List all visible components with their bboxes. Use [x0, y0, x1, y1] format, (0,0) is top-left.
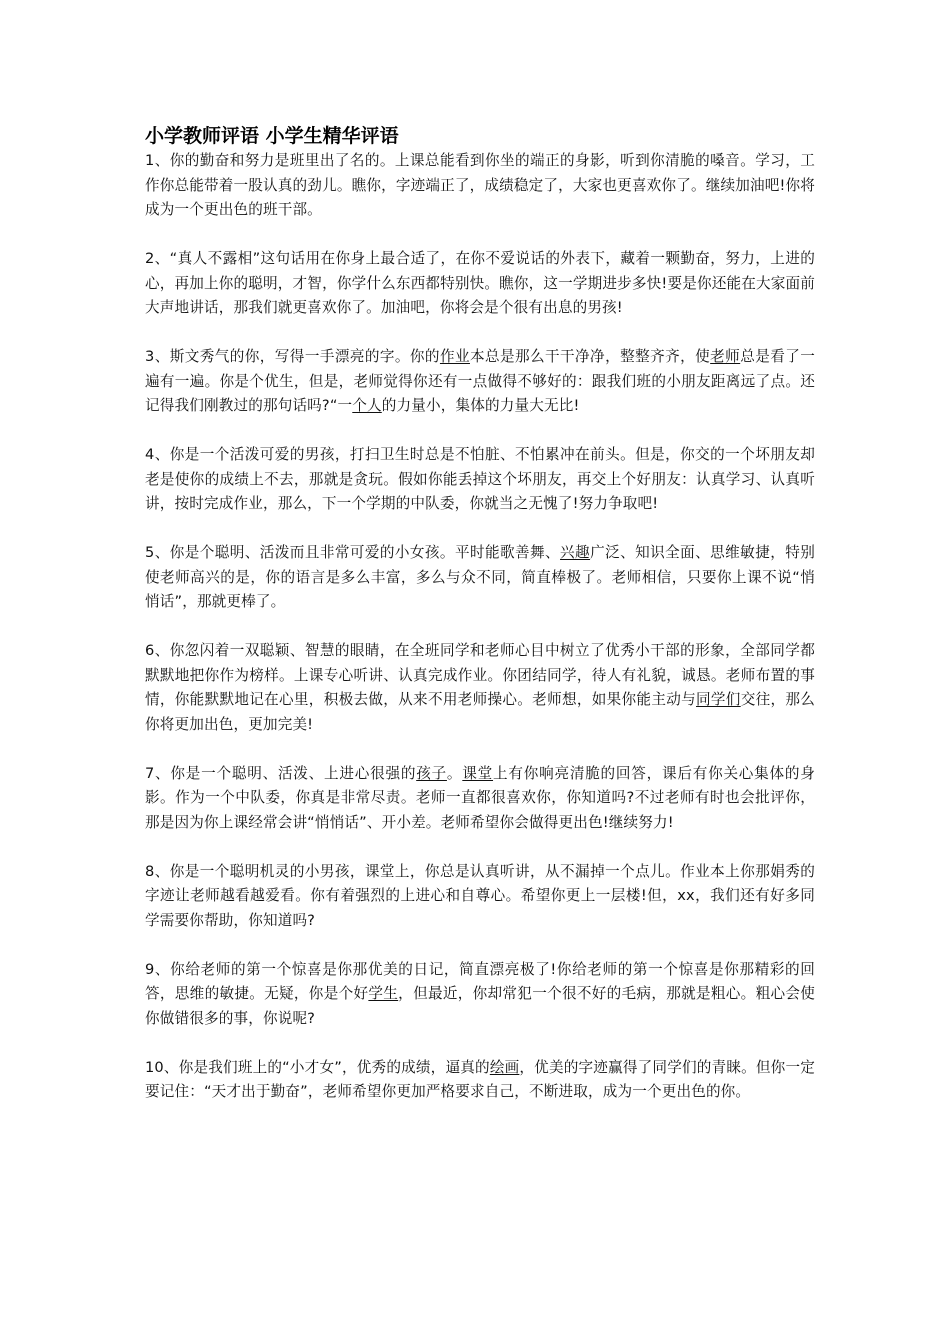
paragraph-text: 9、你给老师的第一个惊喜是你那优美的日记，简直漂亮极了!你给老师的第一个惊喜是你那精彩的回答，思维的敏捷。无疑，你是个好	[145, 960, 815, 1002]
comment-paragraph	[145, 958, 815, 1032]
comment-paragraph	[145, 1056, 815, 1105]
hyperlink-text[interactable]: 学生	[368, 985, 399, 1002]
paragraph-text: 上有你响亮清脆的回答，课后有你关心集体的身影。作为一个中队委，你真是非常尽责。老师一直都很喜欢你，你知道吗?不过老师有时也会批评你，那是因为你上课经常会讲“悄悄话”、开小差。老师希望你会做得更出色!继续努力!	[145, 764, 815, 831]
document-title: 小学教师评语 小学生精华评语	[145, 125, 399, 147]
comment-paragraph	[145, 762, 815, 836]
comment-list	[145, 149, 815, 1105]
hyperlink-text[interactable]: 兴趣	[560, 544, 591, 561]
paragraph-text: 。	[446, 764, 463, 782]
paragraph-text: 5、你是个聪明、活泼而且非常可爱的小女孩。平时能歌善舞、	[145, 544, 561, 561]
paragraph-text: 8、你是一个聪明机灵的小男孩，课堂上，你总是认真听讲，从不漏掉一个点儿。作业本上你那娟秀的字迹让老师越看越爱看。你有着强烈的上进心和自尊心。希望你更上一层楼!但，xx，我们还有好多同学需要你帮助，你知道吗?	[145, 862, 815, 929]
comment-paragraph	[145, 541, 815, 615]
paragraph-text: ，优美的字迹赢得了同学们的青睐。但你一定要记住：“天才出于勤奋”，老师希望你更加严格要求自己，不断进取，成为一个更出色的你。	[145, 1058, 815, 1100]
paragraph-text: 的力量小，集体的力量大无比!	[381, 397, 580, 414]
comment-paragraph	[145, 149, 815, 223]
comment-paragraph	[145, 639, 815, 737]
paragraph-text: 10、你是我们班上的“小才女”，优秀的成绩，逼真的	[145, 1058, 490, 1076]
paragraph-text: 广泛、知识全面、思维敏捷，特别使老师高兴的是，你的语言是多么丰富，多么与众不同，简直棒极了。老师相信，只要你上课不说“悄悄话”，那就更棒了。	[145, 544, 815, 610]
paragraph-text: 1、你的勤奋和努力是班里出了名的。上课总能看到你坐的端正的身影，听到你清脆的嗓音。学习，工作你总能带着一股认真的劲儿。瞧你，字迹端正了，成绩稳定了，大家也更喜欢你了。继续加油吧!你将成为一个更出色的班干部。	[145, 152, 815, 218]
comment-paragraph	[145, 443, 815, 517]
comment-paragraph	[145, 345, 815, 419]
hyperlink-text[interactable]: 个人	[352, 397, 382, 414]
comment-paragraph	[145, 860, 815, 934]
paragraph-text: 4、你是一个活泼可爱的男孩，打扫卫生时总是不怕脏、不怕累冲在前头。但是，你交的一个坏朋友却老是使你的成绩上不去，那就是贪玩。假如你能丢掉这个坏朋友，再交上个好朋友：认真学习、认真听讲，按时完成作业，那么，下一个学期的中队委，你就当之无愧了!努力争取吧!	[145, 446, 815, 512]
paragraph-text: 总是看了一遍有一遍。你是个优生，但是，老师觉得你还有一点做得不够好的：跟我们班的小朋友距离远了点。还记得我们刚教过的那句话吗?“一	[145, 348, 815, 414]
paragraph-text: 7、你是一个聪明、活泼、上进心很强的	[145, 764, 417, 782]
paragraph-text: 2、“真人不露相”这句话用在你身上最合适了，在你不爱说话的外表下，藏着一颗勤奋，努力，上进的心，再加上你的聪明，才智，你学什么东西都特别快。瞧你，这一学期进步多快!要是你还能在大家面前大声地讲话，那我们就更喜欢你了。加油吧，你将会是个很有出息的男孩!	[145, 250, 815, 316]
hyperlink-text[interactable]: 课堂	[462, 764, 494, 782]
paragraph-text: 本总是那么干干净净，整整齐齐，使	[469, 348, 711, 365]
paragraph-text: ，但最近，你却常犯一个很不好的毛病，那就是粗心。粗心会使你做错很多的事，你说呢?	[145, 985, 815, 1027]
document-page	[145, 123, 815, 1129]
comment-paragraph	[145, 247, 815, 321]
paragraph-text: 6、你忽闪着一双聪颖、智慧的眼睛，在全班同学和老师心目中树立了优秀小干部的形象，全部同学都默默地把你作为榜样。上课专心听讲、认真完成作业。你团结同学，待人有礼貌，诚恳。老师布置的事情，你能默默地记在心里，积极去做，从来不用老师操心。老师想，如果你能主动与	[145, 642, 815, 708]
hyperlink-text[interactable]: 老师	[710, 348, 741, 365]
hyperlink-text[interactable]: 同学们	[696, 691, 741, 708]
hyperlink-text[interactable]: 孩子	[416, 764, 447, 782]
paragraph-text: 3、斯文秀气的你，写得一手漂亮的字。你的	[145, 348, 440, 365]
hyperlink-text[interactable]: 绘画	[489, 1058, 520, 1076]
paragraph-text: 交往，那么你将更加出色，更加完美!	[145, 691, 815, 733]
hyperlink-text[interactable]: 作业	[439, 348, 470, 365]
